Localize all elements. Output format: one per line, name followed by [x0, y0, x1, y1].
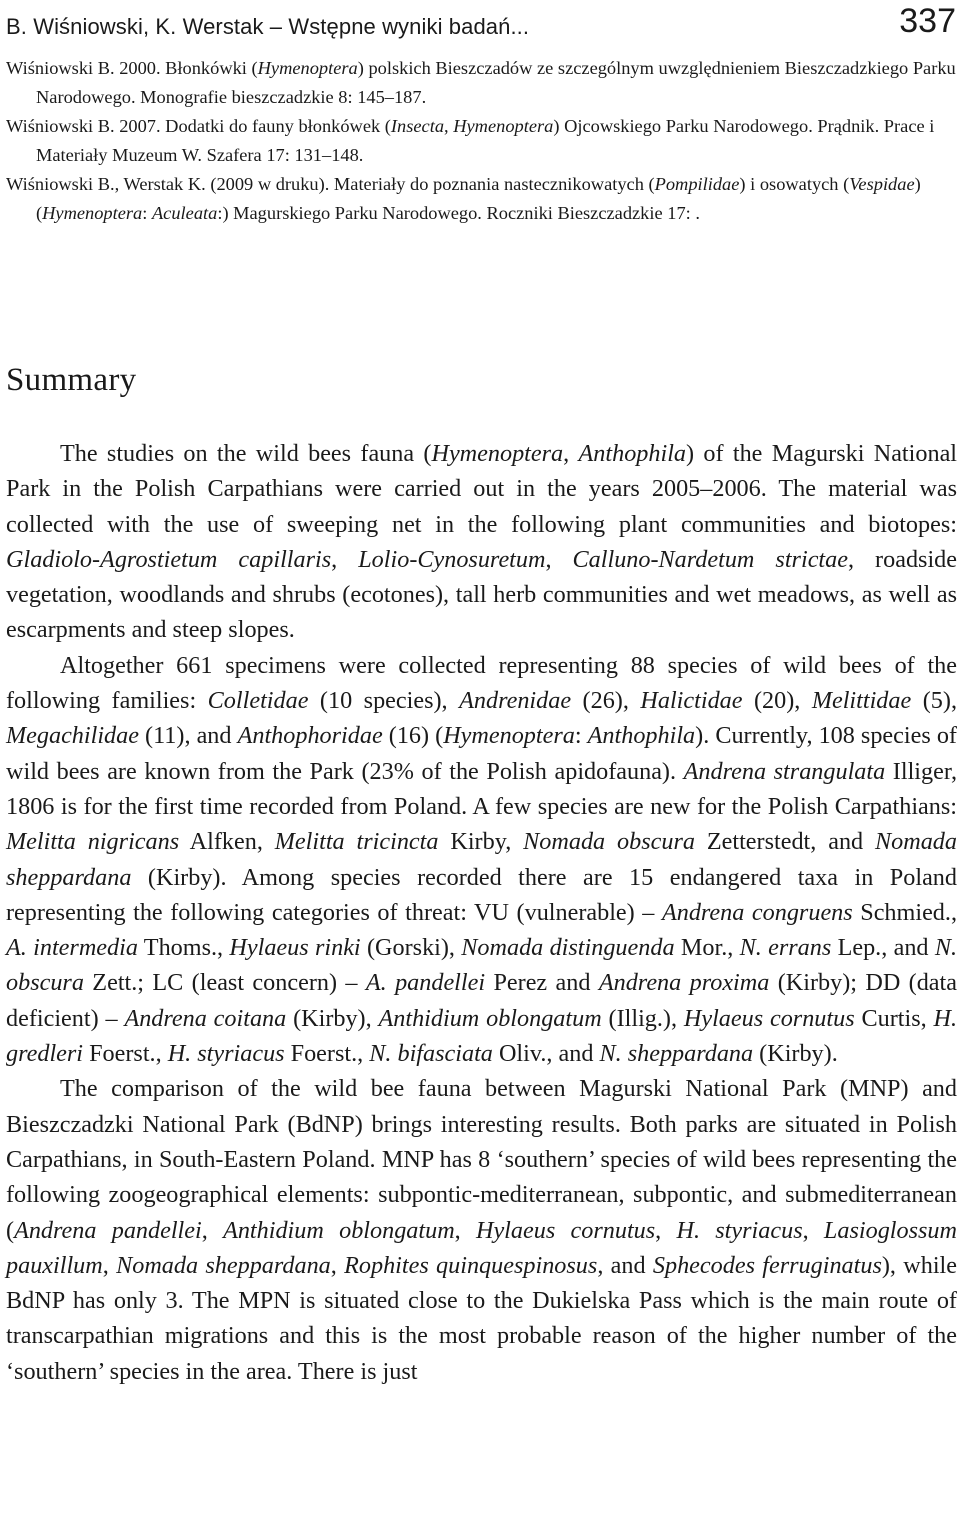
italic-text: N. errans: [739, 934, 832, 962]
italic-text: H. styriacus: [676, 1216, 803, 1244]
text-run: ) i osowatych (: [739, 174, 850, 194]
italic-text: Megachilidae: [6, 722, 139, 750]
italic-text: Anthidium oblongatum: [223, 1216, 455, 1244]
text-run: Wiśniowski B. 2007. Dodatki do fauny błonkówek (: [6, 116, 391, 136]
italic-text: Nomada obscura: [523, 828, 695, 856]
italic-text: Rophites quinquespinosus: [344, 1251, 598, 1279]
text-run: ,: [444, 116, 454, 136]
summary-paragraph: [6, 648, 957, 1072]
italic-text: Andrena coitana: [124, 1004, 287, 1032]
italic-text: Halictidae: [640, 687, 743, 715]
italic-text: Anthophoridae: [237, 722, 383, 750]
text-run: Zett.; LC (least concern) –: [83, 969, 366, 997]
text-run: :: [574, 722, 588, 750]
italic-text: Hylaeus rinki: [229, 934, 361, 962]
text-run: Wiśniowski B. 2000. Błonkówki (: [6, 58, 258, 78]
italic-text: A. pandellei: [365, 969, 486, 997]
italic-text: Hymenoptera: [257, 58, 358, 78]
summary-body: [6, 436, 957, 1389]
text-run: (Gorski),: [360, 934, 462, 962]
text-run: (11), and: [138, 722, 238, 750]
text-run: :: [142, 203, 152, 223]
italic-text: Aculeata: [151, 203, 218, 223]
text-run: ) (: [36, 174, 921, 223]
reference-entry: [6, 54, 956, 112]
text-run: Foerst.,: [83, 1040, 168, 1068]
reference-entry: [6, 112, 956, 170]
text-run: (Kirby). Among species recorded there are 15 endangered taxa in Poland representing the following categories of threat: VU (vulnerable) –: [6, 863, 957, 926]
text-run: ). Currently, 108 species of wild bees are known from the Park (23% of the Polish apidofauna).: [6, 722, 957, 785]
reference-list: [6, 54, 956, 228]
italic-text: Anthidium oblongatum: [378, 1004, 602, 1032]
italic-text: Andrenidae: [459, 687, 572, 715]
italic-text: Vespidae: [849, 174, 915, 194]
italic-text: Anthophila: [578, 440, 687, 467]
italic-text: N. sheppardana: [599, 1040, 754, 1068]
italic-text: Insecta: [390, 116, 445, 136]
italic-text: Lasioglossum pauxillum: [6, 1216, 957, 1279]
text-run: ,: [563, 440, 579, 467]
italic-text: H. gredleri: [6, 1004, 958, 1068]
italic-text: N. obscura: [6, 934, 958, 997]
text-run: ,: [655, 1216, 677, 1244]
text-run: (Illig.),: [601, 1004, 684, 1032]
text-run: Lep., and: [831, 934, 935, 962]
text-run: (Kirby),: [286, 1004, 379, 1032]
text-run: Perez and: [485, 969, 599, 997]
italic-text: Gladiolo-Agrostietum capillaris: [6, 545, 332, 573]
text-run: (20),: [742, 687, 812, 715]
reference-entry: [6, 170, 956, 228]
italic-text: Andrena proxima: [598, 969, 770, 997]
text-run: (26),: [571, 687, 641, 715]
text-run: ) of the Magurski National Park in the Polish Carpathians were carried out in the years 2005–2006. The material was collected with the use of sweeping net in the following plant communities and biotopes:: [6, 440, 958, 538]
text-run: , and: [597, 1251, 653, 1279]
italic-text: Andrena strangulata: [683, 757, 886, 785]
italic-text: Hymenoptera: [42, 203, 143, 223]
italic-text: Calluno-Nardetum strictae: [572, 545, 848, 573]
text-run: ,: [331, 545, 359, 573]
italic-text: Andrena pandellei: [14, 1216, 202, 1244]
text-run: Mor.,: [674, 934, 740, 962]
text-run: :) Magurskiego Parku Narodowego. Roczniki Bieszczadzkie 17: .: [217, 203, 700, 223]
italic-text: Andrena congruens: [661, 898, 853, 926]
summary-paragraph: [6, 1071, 957, 1389]
text-run: (Kirby); DD (data deficient) –: [6, 969, 957, 1032]
summary-heading: Summary: [6, 362, 137, 398]
text-run: Wiśniowski B., Werstak K. (2009 w druku). Materiały do poznania nastecznikowatych (: [6, 174, 655, 194]
text-run: Oliv., and: [492, 1040, 600, 1068]
text-run: Thoms.,: [137, 934, 230, 962]
italic-text: Melitta tricincta: [274, 828, 439, 856]
text-run: (16) (: [382, 722, 444, 750]
italic-text: Hylaeus cornutus: [475, 1216, 656, 1244]
text-run: ,: [545, 545, 573, 573]
text-run: ,: [201, 1216, 224, 1244]
italic-text: Nomada sheppardana: [6, 828, 957, 891]
italic-text: Hymenoptera: [443, 722, 575, 750]
page-number: 337: [899, 2, 956, 40]
italic-text: Anthophila: [587, 722, 696, 750]
summary-paragraph: [6, 436, 957, 648]
italic-text: Colletidae: [207, 687, 309, 715]
italic-text: Lolio-Cynosuretum: [358, 545, 546, 573]
running-title: B. Wiśniowski, K. Werstak – Wstępne wyniki badań...: [6, 14, 530, 39]
running-head: [6, 0, 956, 50]
text-run: ), while BdNP has only 3. The MPN is situated close to the Dukielska Pass which is the main route of transcarpathian migrations and this is the most probable reason of the higher number of the ‘southern’ species in the area. There is just: [6, 1251, 958, 1385]
text-run: Schmied.,: [852, 898, 957, 926]
text-run: Kirby,: [438, 828, 524, 856]
text-run: , roadside vegetation, woodlands and shrubs (ecotones), tall herb communities and wet meadows, as well as escarpments and steep slopes.: [6, 545, 957, 644]
italic-text: Melittidae: [811, 687, 912, 715]
text-run: ) polskich Bieszczadów ze szczególnym uwzględnieniem Bieszczadzkiego Parku Narodowego. Monografie bieszczadzkie 8: 145–187.: [36, 58, 956, 107]
text-run: (10 species),: [308, 687, 460, 715]
text-run: Altogether 661 specimens were collected representing 88 species of wild bees of the following families:: [6, 651, 957, 715]
text-run: ) Ojcowskiego Parku Narodowego. Prądnik. Prace i Materiały Muzeum W. Szafera 17: 131–148.: [36, 116, 935, 165]
italic-text: Melitta nigricans: [6, 828, 180, 856]
text-run: ,: [802, 1216, 824, 1244]
text-run: ,: [102, 1251, 117, 1279]
text-run: Foerst.,: [284, 1040, 370, 1068]
text-run: Illiger, 1806 is for the first time recorded from Poland. A few species are new for the Polish Carpathians:: [6, 757, 957, 820]
text-run: ,: [454, 1216, 476, 1244]
italic-text: Nomada sheppardana: [116, 1251, 331, 1279]
text-run: (Kirby).: [753, 1040, 838, 1068]
italic-text: Pompilidae: [654, 174, 740, 194]
text-run: (5),: [911, 687, 957, 715]
italic-text: A. intermedia: [6, 934, 138, 962]
italic-text: N. bifasciata: [369, 1040, 493, 1068]
text-run: Zetterstedt, and: [694, 828, 876, 856]
text-run: The studies on the wild bees fauna (: [60, 440, 432, 467]
text-run: ,: [330, 1251, 345, 1279]
italic-text: Hymenoptera: [453, 116, 554, 136]
italic-text: Nomada distinguenda: [461, 934, 675, 962]
italic-text: Hymenoptera: [431, 440, 564, 467]
italic-text: Sphecodes ferruginatus: [652, 1251, 882, 1279]
text-run: Alfken,: [179, 828, 275, 856]
italic-text: H. styriacus: [167, 1040, 285, 1068]
text-run: Curtis,: [854, 1004, 934, 1032]
italic-text: Hylaeus cornutus: [683, 1004, 855, 1032]
text-run: The comparison of the wild bee fauna between Magurski National Park (MNP) and Bieszczadzki National Park (BdNP) brings interesting results. Both parks are situated in Polish Carpathians, in South-Eastern Poland. MNP has 8 ‘southern’ species of wild bees representing the following zoogeographical elements: subpontic-mediterranean, subpontic, and submediterranean (: [6, 1075, 957, 1244]
